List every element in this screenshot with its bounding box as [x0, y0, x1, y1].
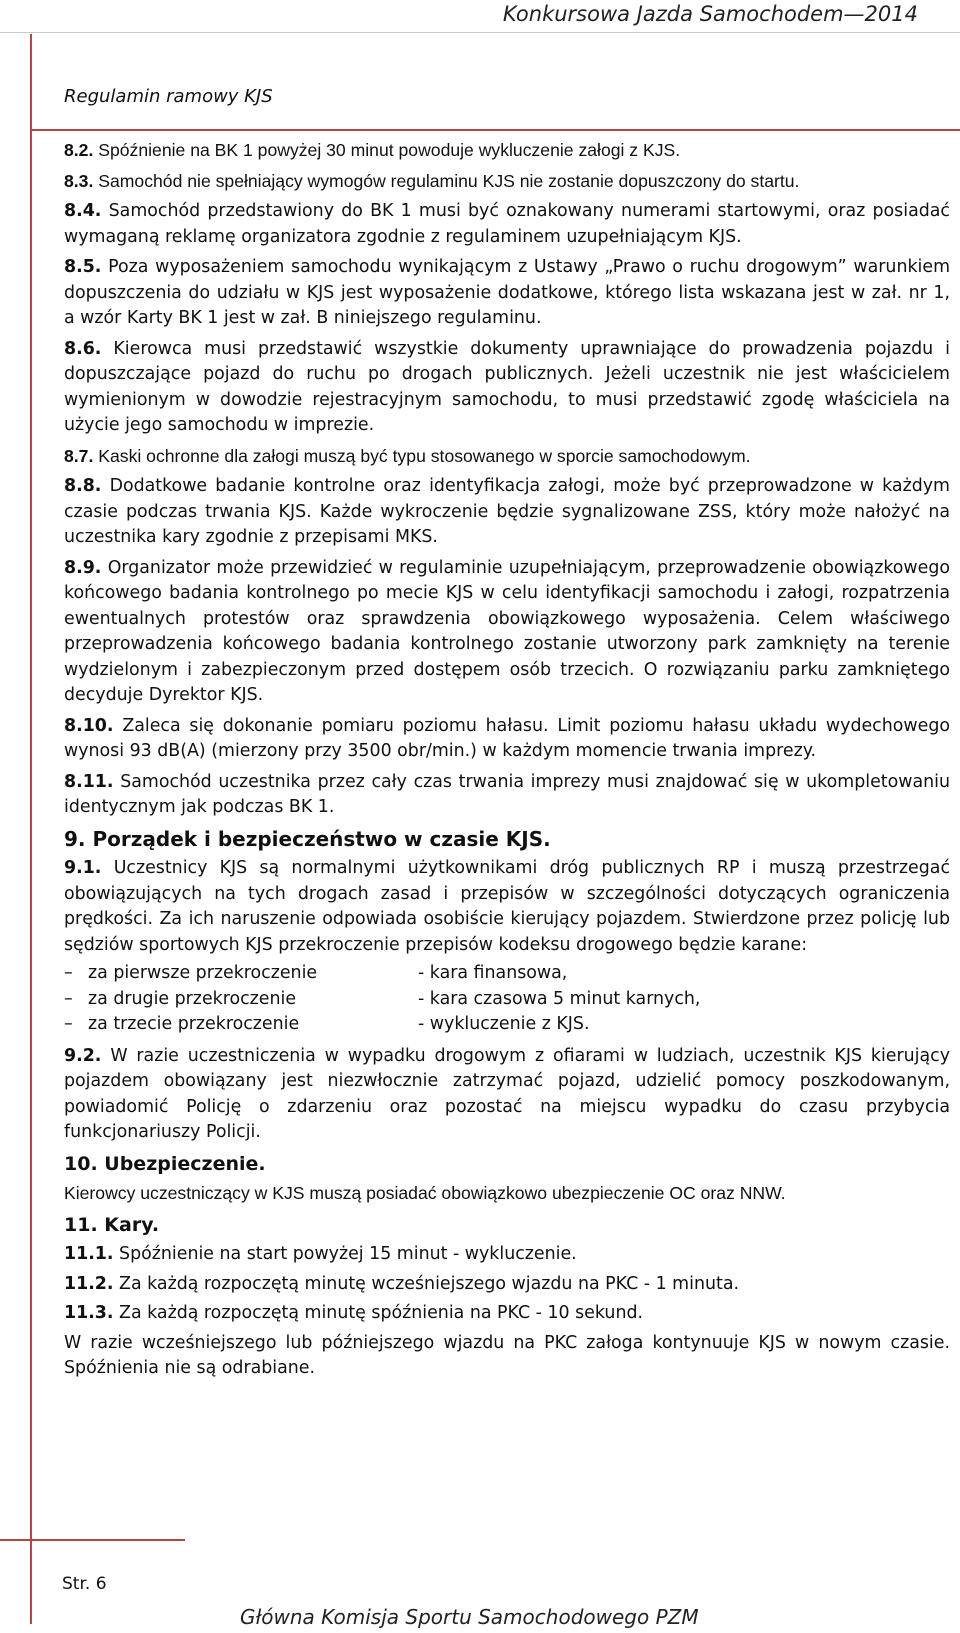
paragraph-11-2: 11.2. Za każdą rozpoczętą minutę wcześniejszego wjazdu na PKC - 1 minuta.	[64, 1273, 740, 1294]
penalty-list	[64, 961, 950, 1038]
paragraph-11-1: 11.1. Spóźnienie na start powyżej 15 minut - wykluczenie.	[64, 1244, 577, 1264]
heading-section-11: 11. Kary.	[64, 1213, 160, 1236]
paragraph-8-11: 8.11. Samochód uczestnika przez cały czas trwania imprezy musi znajdować się w ukompletowaniu identycznym jak podczas BK 1.	[64, 771, 950, 817]
paragraph-8-5: 8.5. Poza wyposażeniem samochodu wynikającym z Ustawy „Prawo o ruchu drogowym” warunkiem dopuszczenia do udziału w KJS jest wyposażenie dodatkowe, którego lista wskazana jest w zał. nr 1, a wzór Karty BK 1 jest w zał. B niniejszego regulaminu.	[64, 257, 951, 328]
paragraph-8-7: 8.7. Kaski ochronne dla załogi muszą być typu stosowanego w sporcie samochodowym.	[64, 445, 751, 466]
paragraph-8-2: 8.2. Spóźnienie na BK 1 powyżej 30 minut powoduje wykluczenie załogi z KJS.	[64, 140, 681, 160]
heading-section-10: 10. Ubezpieczenie.	[64, 1152, 266, 1175]
paragraph-8-3: 8.3. Samochód nie spełniający wymogów regulaminu KJS nie zostanie dopuszczony do startu.	[64, 170, 800, 191]
margin-line-bottom	[0, 1539, 185, 1541]
penalty-item: – za pierwsze przekroczenie - kara finansowa,	[64, 963, 568, 983]
footer-organization: Główna Komisja Sportu Samochodowego PZM	[240, 1605, 699, 1629]
margin-line-top	[30, 129, 960, 131]
page-number: Str. 6	[62, 1574, 107, 1594]
document-body	[64, 138, 950, 1387]
header-divider	[0, 32, 960, 33]
penalty-item: – za drugie przekroczenie - kara czasowa 5 minut karnych,	[64, 988, 701, 1009]
paragraph-8-8: 8.8. Dodatkowe badanie kontrolne oraz identyfikacja załogi, może być przeprowadzone w każdym czasie podczas trwania KJS. Każde wykroczenie będzie sygnalizowane ZSS, który może nałożyć na uczestnika kary zgodnie z przepisami MKS.	[64, 476, 950, 547]
paragraph-8-6: 8.6. Kierowca musi przedstawić wszystkie dokumenty uprawniające do prowadzenia pojazdu i dopuszczające pojazd do ruchu po drogach publicznych. Jeżeli uczestnik nie jest właścicielem wymienionym w dowodzie rejestracyjnym samochodu, to musi przedstawić zgodę właściciela na użycie jego samochodu w imprezie.	[64, 338, 951, 435]
paragraph-11-summary: W razie wcześniejszego lub późniejszego wjazdu na PKC załoga kontynuuje KJS w nowym czasie. Spóźnienia nie są odrabiane.	[64, 1332, 950, 1378]
margin-line-vertical	[30, 34, 32, 1624]
paragraph-8-10: 8.10. Zaleca się dokonanie pomiaru poziomu hałasu. Limit poziomu hałasu układu wydechowego wynosi 93 dB(A) (mierzony przy 3500 obr/min.) w każdym momencie trwania imprezy.	[64, 715, 951, 761]
paragraph-8-9: 8.9. Organizator może przewidzieć w regulaminie uzupełniającym, przeprowadzenie obowiązkowego końcowego badania kontrolnego po mecie KJS w celu identyfikacji samochodu i załogi, rozpatrzenia ewentualnych protestów oraz sprawdzenia obowiązkowego wyposażenia. Celem właściwego przeprowadzenia końcowego badania kontrolnego zostanie utworzony park zamknięty na terenie wydzielonym i zabezpieczonym przed dostępem osób trzecich. O rozwiązaniu parku zamkniętego decyduje Dyrektor KJS.	[64, 557, 951, 705]
paragraph-10: Kierowcy uczestniczący w KJS muszą posiadać obowiązkowo ubezpieczenie OC oraz NNW.	[64, 1183, 786, 1203]
heading-section-9: 9. Porządek i bezpieczeństwo w czasie KJS.	[64, 826, 551, 851]
document-subtitle: Regulamin ramowy KJS	[64, 86, 273, 107]
paragraph-8-4: 8.4. Samochód przedstawiony do BK 1 musi być oznakowany numerami startowymi, oraz posiadać wymaganą reklamę organizatora zgodnie z regulaminem uzupełniającym KJS.	[64, 201, 950, 247]
paragraph-9-1: 9.1. Uczestnicy KJS są normalnymi użytkownikami dróg publicznych RP i muszą przestrzegać obowiązujących na tych drogach zasad i przepisów w szczególności dotyczących ograniczenia prędkości. Za ich naruszenie odpowiada osobiście kierujący pojazdem. Stwierdzone przez policję lub sędziów sportowych KJS przekroczenie przepisów kodeksu drogowego będzie karane:	[64, 858, 951, 955]
paragraph-11-3: 11.3. Za każdą rozpoczętą minutę spóźnienia na PKC - 10 sekund.	[64, 1303, 644, 1323]
paragraph-9-2: 9.2. W razie uczestniczenia w wypadku drogowym z ofiarami w ludziach, uczestnik KJS kierujący pojazdem obowiązany jest niezwłocznie zatrzymać pojazd, udzielić pomocy poszkodowanym, powiadomić Policję o zdarzeniu oraz pozostać na miejscu wypadku do czasu przybycia funkcjonariuszy Policji.	[64, 1045, 950, 1142]
document-header-title: Konkursowa Jazda Samochodem—2014	[502, 2, 918, 26]
penalty-item: – za trzecie przekroczenie - wykluczenie z KJS.	[64, 1014, 590, 1034]
